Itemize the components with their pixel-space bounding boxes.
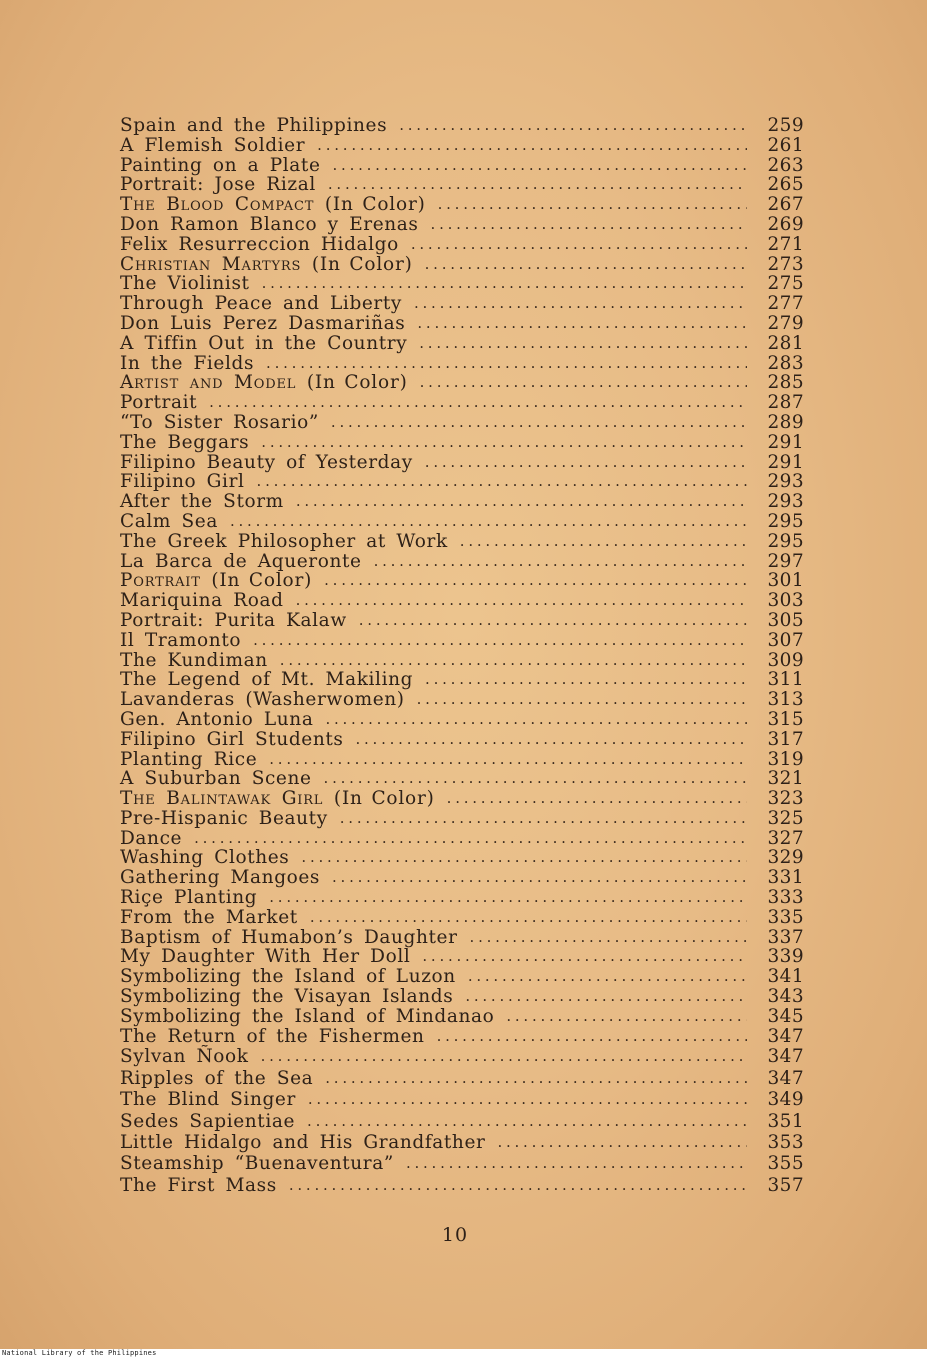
toc-entry-page: 347 (767, 1046, 804, 1068)
toc-entry (120, 1153, 804, 1174)
toc-entry-title-text: The Blood Compact (120, 194, 315, 216)
toc-entry-title-text: Portrait (120, 570, 201, 592)
dot-leader (437, 1027, 748, 1047)
toc-entry (120, 690, 804, 710)
toc-entry-title-text: From the Market (120, 906, 298, 928)
toc-entry-title-text: Through Peace and Liberty (120, 293, 402, 315)
toc-entry-title-text: Steamship “Buenaventura” (120, 1153, 394, 1175)
toc-entry-title-text: Pre-Hispanic Beauty (120, 807, 328, 829)
toc-entry-page: 301 (767, 570, 804, 592)
toc-entry-title-text: My Daughter With Her Doll (120, 946, 411, 968)
toc-entry (120, 334, 804, 354)
toc-entry-title (120, 928, 458, 948)
toc-entry-title-text: “To Sister Rosario” (120, 411, 319, 433)
dot-leader (447, 789, 748, 809)
toc-entry-title-text: Calm Sea (120, 510, 218, 532)
toc-entry (120, 175, 804, 195)
dot-leader (460, 532, 748, 552)
dot-leader (425, 255, 748, 275)
toc-entry-title (120, 552, 362, 572)
toc-entry-title (120, 631, 241, 651)
toc-entry (120, 532, 804, 552)
toc-entry (120, 789, 804, 809)
toc-entry-title (120, 848, 289, 868)
toc-entry-title (120, 611, 347, 631)
toc-entry (120, 1046, 804, 1067)
toc-entry-page: 335 (767, 906, 804, 928)
dot-leader (417, 690, 748, 710)
toc-entry-title-text: Christian Martyrs (120, 253, 302, 275)
toc-entry-title-text: Portrait (120, 392, 198, 414)
toc-entry-page: 297 (767, 550, 804, 572)
toc-entry-page: 325 (767, 807, 804, 829)
toc-entry-title-text: Little Hidalgo and His Grandfather (120, 1132, 486, 1154)
toc-entry (120, 116, 804, 136)
toc-entry-page: 321 (767, 768, 804, 790)
toc-entry-page: 287 (767, 392, 804, 414)
toc-entry (120, 512, 804, 532)
dot-leader (310, 908, 748, 928)
toc-entry-title-text: In the Fields (120, 352, 255, 374)
dot-leader (374, 552, 748, 572)
toc-entry-title-text: Symbolizing the Island of Mindanao (120, 1005, 495, 1027)
toc-entry-page: 307 (767, 629, 804, 651)
toc-entry (120, 591, 804, 611)
toc-entry-page: 263 (767, 154, 804, 176)
toc-entry-title (120, 1153, 394, 1174)
toc-entry-title-text: Painting on a Plate (120, 154, 321, 176)
toc-entry-title-text: The Legend of Mt. Makiling (120, 669, 414, 691)
toc-entry (120, 492, 804, 512)
toc-entry-title (120, 1132, 485, 1153)
toc-entry-title-text: After the Storm (120, 491, 284, 513)
toc-entry (120, 413, 804, 433)
toc-entry-title-text: Washing Clothes (120, 847, 290, 869)
toc-entry (120, 156, 804, 176)
toc-entry (120, 215, 804, 235)
toc-entry (120, 1132, 804, 1153)
toc-entry (120, 1089, 804, 1110)
toc-entry-page: 281 (767, 332, 804, 354)
dot-leader (417, 314, 747, 334)
toc-entry (120, 136, 804, 156)
toc-entry-title (120, 1027, 425, 1047)
toc-entry (120, 848, 804, 868)
toc-entry-title (120, 1068, 313, 1089)
library-credit: National Library of the Philippines (2, 1349, 157, 1357)
toc-entry-title (120, 274, 250, 294)
dot-leader (465, 987, 747, 1007)
toc-entry (120, 571, 804, 591)
toc-entry-title (120, 433, 249, 453)
toc-entry-title (120, 354, 254, 374)
toc-entry-title (120, 294, 402, 314)
toc-entry-note: (In Color) (333, 788, 435, 810)
dot-leader (332, 868, 747, 888)
toc-entry (120, 651, 804, 671)
toc-entry-page: 259 (767, 115, 804, 136)
toc-entry (120, 453, 804, 473)
toc-entry (120, 255, 804, 275)
dot-leader (230, 512, 748, 532)
dot-leader (324, 571, 747, 591)
toc-entry (120, 769, 804, 789)
dot-leader (419, 334, 747, 354)
toc-entry-page: 269 (767, 213, 804, 235)
toc-entry-page: 295 (767, 510, 804, 532)
toc-entry-page: 295 (767, 530, 804, 552)
toc-entry-page: 305 (767, 609, 804, 631)
toc-entry (120, 809, 804, 829)
toc-entry-title (120, 116, 387, 136)
toc-entry-title (120, 987, 453, 1007)
toc-entry-page: 339 (767, 946, 804, 968)
dot-leader (324, 769, 748, 789)
toc-entry-title-text: A Suburban Scene (120, 768, 312, 790)
toc-entry-page: 323 (767, 788, 804, 810)
toc-entry-page: 351 (767, 1110, 804, 1132)
dot-leader (359, 611, 748, 631)
toc-entry-page: 347 (767, 1025, 804, 1047)
toc-entry-page: 265 (767, 174, 804, 196)
toc-entry-title-text: Felix Resurreccion Hidalgo (120, 233, 399, 255)
toc-entry-title-text: Artist and Model (120, 372, 297, 394)
dot-leader (262, 274, 748, 294)
toc-entry-page: 309 (767, 649, 804, 671)
toc-entry-page: 317 (767, 728, 804, 750)
toc-entry (120, 354, 804, 374)
toc-entry-title-text: The First Mass (120, 1174, 277, 1196)
toc-entry (120, 670, 804, 690)
toc-entry (120, 730, 804, 750)
dot-leader (296, 492, 748, 512)
dot-leader (253, 631, 747, 651)
dot-leader (425, 670, 747, 690)
toc-entry-title-text: Dance (120, 827, 183, 849)
toc-entry-title (120, 750, 257, 770)
toc-entry-page: 285 (767, 372, 804, 394)
dot-leader (331, 413, 748, 433)
toc-entry-title (120, 730, 343, 750)
toc-entry-page: 303 (767, 590, 804, 612)
toc-entry-page: 357 (767, 1174, 804, 1196)
toc-entry-page: 341 (767, 966, 804, 988)
toc-entry-page: 289 (767, 411, 804, 433)
toc-entry (120, 373, 804, 393)
toc-entry-title (120, 1007, 494, 1027)
dot-leader (425, 453, 748, 473)
dot-leader (325, 1068, 747, 1089)
toc-entry-title (120, 472, 245, 492)
dot-leader (269, 750, 747, 770)
toc-entry (120, 393, 804, 413)
toc-entry-title (120, 809, 328, 829)
toc-entry-page: 279 (767, 312, 804, 334)
dot-leader (468, 967, 748, 987)
toc-entry (120, 1007, 804, 1027)
toc-entry-page: 291 (767, 451, 804, 473)
toc-entry-title (120, 492, 284, 512)
toc-entry-note: (In Color) (311, 253, 413, 275)
dot-leader (497, 1132, 747, 1153)
toc-entry-title (120, 373, 408, 393)
toc-entry-title (120, 156, 321, 176)
toc-entry-page: 293 (767, 471, 804, 493)
toc-entry (120, 908, 804, 928)
toc-entry-title (120, 908, 298, 928)
toc-entry-title-text: Spain and the Philippines (120, 115, 388, 136)
toc-entry-title-text: Don Ramon Blanco y Erenas (120, 213, 419, 235)
dot-leader (289, 1175, 748, 1196)
toc-entry-page: 291 (767, 431, 804, 453)
toc-entry-title (120, 195, 426, 215)
toc-entry-page: 331 (767, 867, 804, 889)
toc-entry-title (120, 710, 313, 730)
toc-entry-title-text: The Balintawak Girl (120, 788, 324, 810)
toc-entry-page: 267 (767, 194, 804, 216)
toc-entry-title-text: Il Tramonto (120, 629, 242, 651)
dot-leader (261, 433, 747, 453)
toc-entry (120, 472, 804, 492)
toc-entry-title-text: The Greek Philosopher at Work (120, 530, 448, 552)
toc-entry-title (120, 967, 456, 987)
toc-entry-title-text: Symbolizing the Visayan Islands (120, 986, 454, 1008)
toc-entry-title (120, 136, 305, 156)
page-number: 10 (441, 1224, 469, 1246)
toc-entry-title-text: The Kundiman (120, 649, 268, 671)
toc-entry-title-text: Filipino Girl (120, 471, 245, 493)
dot-leader (333, 156, 748, 176)
toc-entry-title (120, 314, 405, 334)
dot-leader (269, 888, 747, 908)
toc-entry-title-text: Lavanderas (Washerwomen) (120, 689, 405, 711)
toc-entry (120, 710, 804, 730)
dot-leader (506, 1007, 747, 1027)
toc-entry-title (120, 393, 197, 413)
toc-entry-page: 327 (767, 827, 804, 849)
dot-leader (411, 235, 748, 255)
toc-entry-title (120, 670, 413, 690)
toc-entry-title (120, 769, 312, 789)
toc-entry (120, 829, 804, 849)
toc-entry-title (120, 1046, 249, 1067)
toc-entry-title (120, 512, 218, 532)
toc-entry-title-text: Portrait: Purita Kalaw (120, 609, 347, 631)
toc-entry-title (120, 591, 284, 611)
toc-entry (120, 947, 804, 967)
toc-entry-title (120, 690, 405, 710)
toc-entry (120, 1027, 804, 1047)
toc-entry-note: (In Color) (324, 194, 426, 216)
toc-entry-title-text: A Flemish Soldier (120, 134, 306, 156)
toc-entry (120, 1068, 804, 1089)
toc-entry-page: 275 (767, 273, 804, 295)
toc-entry-title-text: Portrait: Jose Rizal (120, 174, 316, 196)
toc-entry-title-text: Symbolizing the Island of Luzon (120, 966, 456, 988)
dot-leader (431, 215, 748, 235)
toc-entry-title-text: The Beggars (120, 431, 250, 453)
toc-entry-note: (In Color) (211, 570, 313, 592)
dot-leader (317, 136, 747, 156)
toc-entry-title-text: Filipino Beauty of Yesterday (120, 451, 413, 473)
dot-leader (325, 710, 747, 730)
dot-leader (414, 294, 748, 314)
toc-entry-page: 353 (767, 1132, 804, 1154)
toc-entry-title-text: The Violinist (120, 273, 250, 295)
dot-leader (266, 354, 747, 374)
toc-entry-title-text: Planting Rice (120, 748, 258, 770)
toc-entry-title-text: Gathering Mangoes (120, 867, 321, 889)
toc-entry-page: 347 (767, 1067, 804, 1089)
toc-entry (120, 552, 804, 572)
toc-entry-page: 261 (767, 134, 804, 156)
dot-leader (301, 848, 747, 868)
dot-leader (296, 591, 748, 611)
dot-leader (399, 116, 747, 136)
toc-entry (120, 1175, 804, 1196)
toc-entry-page: 315 (767, 708, 804, 730)
toc-entry (120, 868, 804, 888)
dot-leader (194, 829, 747, 849)
toc-entry (120, 967, 804, 987)
toc-entry-title-text: La Barca de Aqueronte (120, 550, 362, 572)
toc-entry-title (120, 829, 182, 849)
toc-entry-title-text: Gen. Antonio Luna (120, 708, 314, 730)
dot-leader (406, 1153, 748, 1174)
toc-entry-title (120, 532, 448, 552)
toc-entry-page: 319 (767, 748, 804, 770)
table-of-contents (120, 116, 804, 1196)
toc-entry-page: 337 (767, 926, 804, 948)
toc-entry-title (120, 255, 413, 275)
toc-entry-page: 293 (767, 491, 804, 513)
toc-entry-title (120, 235, 399, 255)
toc-entry-title-text: Riçe Planting (120, 887, 258, 909)
dot-leader (307, 1111, 747, 1132)
toc-entry (120, 928, 804, 948)
toc-entry-page: 273 (767, 253, 804, 275)
dot-leader (209, 393, 747, 413)
dot-leader (438, 195, 748, 215)
toc-entry-page: 329 (767, 847, 804, 869)
dot-leader (420, 373, 748, 393)
toc-entry-page: 345 (767, 1005, 804, 1027)
toc-entry-page: 349 (767, 1089, 804, 1111)
toc-entry-page: 271 (767, 233, 804, 255)
toc-entry-note: (In Color) (306, 372, 408, 394)
toc-entry-page: 333 (767, 887, 804, 909)
dot-leader (340, 809, 748, 829)
toc-entry-page: 343 (767, 986, 804, 1008)
toc-entry-title (120, 1089, 296, 1110)
dot-leader (422, 947, 747, 967)
toc-entry-page: 283 (767, 352, 804, 374)
toc-entry-page: 355 (767, 1153, 804, 1175)
toc-entry-title-text: Don Luis Perez Dasmariñas (120, 312, 406, 334)
dot-leader (470, 928, 748, 948)
dot-leader (328, 175, 748, 195)
toc-entry-title (120, 413, 319, 433)
toc-entry-title (120, 888, 257, 908)
dot-leader (261, 1046, 748, 1067)
toc-entry-title (120, 651, 268, 671)
dot-leader (257, 472, 748, 492)
toc-entry-page: 313 (767, 689, 804, 711)
toc-entry-title (120, 175, 316, 195)
toc-entry (120, 631, 804, 651)
toc-entry-title (120, 947, 410, 967)
toc-entry (120, 314, 804, 334)
toc-entry-title (120, 453, 413, 473)
toc-entry-title-text: Filipino Girl Students (120, 728, 344, 750)
toc-entry-title (120, 1175, 277, 1196)
toc-entry-title (120, 789, 435, 809)
toc-entry-title-text: Sedes Sapientiae (120, 1110, 296, 1132)
toc-entry (120, 195, 804, 215)
toc-entry (120, 611, 804, 631)
toc-entry-title-text: The Return of the Fishermen (120, 1025, 425, 1047)
toc-entry-title (120, 334, 407, 354)
toc-entry (120, 294, 804, 314)
toc-entry-title (120, 868, 320, 888)
toc-entry (120, 750, 804, 770)
toc-entry-title-text: Sylvan Ñook (120, 1046, 249, 1068)
toc-entry-title-text: The Blind Singer (120, 1089, 296, 1111)
toc-entry-title-text: Mariquina Road (120, 590, 284, 612)
toc-entry (120, 888, 804, 908)
toc-entry-title-text: Ripples of the Sea (120, 1067, 314, 1089)
toc-entry (120, 1111, 804, 1132)
toc-entry-title (120, 215, 419, 235)
toc-entry-title-text: Baptism of Humabon’s Daughter (120, 926, 458, 948)
toc-entry (120, 235, 804, 255)
dot-leader (355, 730, 747, 750)
toc-entry-page: 277 (767, 293, 804, 315)
toc-entry-page: 311 (767, 669, 804, 691)
dot-leader (308, 1089, 748, 1110)
dot-leader (280, 651, 748, 671)
toc-entry-title-text: A Tiffin Out in the Country (120, 332, 408, 354)
toc-entry (120, 274, 804, 294)
toc-entry (120, 987, 804, 1007)
toc-entry-title (120, 1111, 295, 1132)
toc-entry (120, 433, 804, 453)
toc-entry-title (120, 571, 312, 591)
